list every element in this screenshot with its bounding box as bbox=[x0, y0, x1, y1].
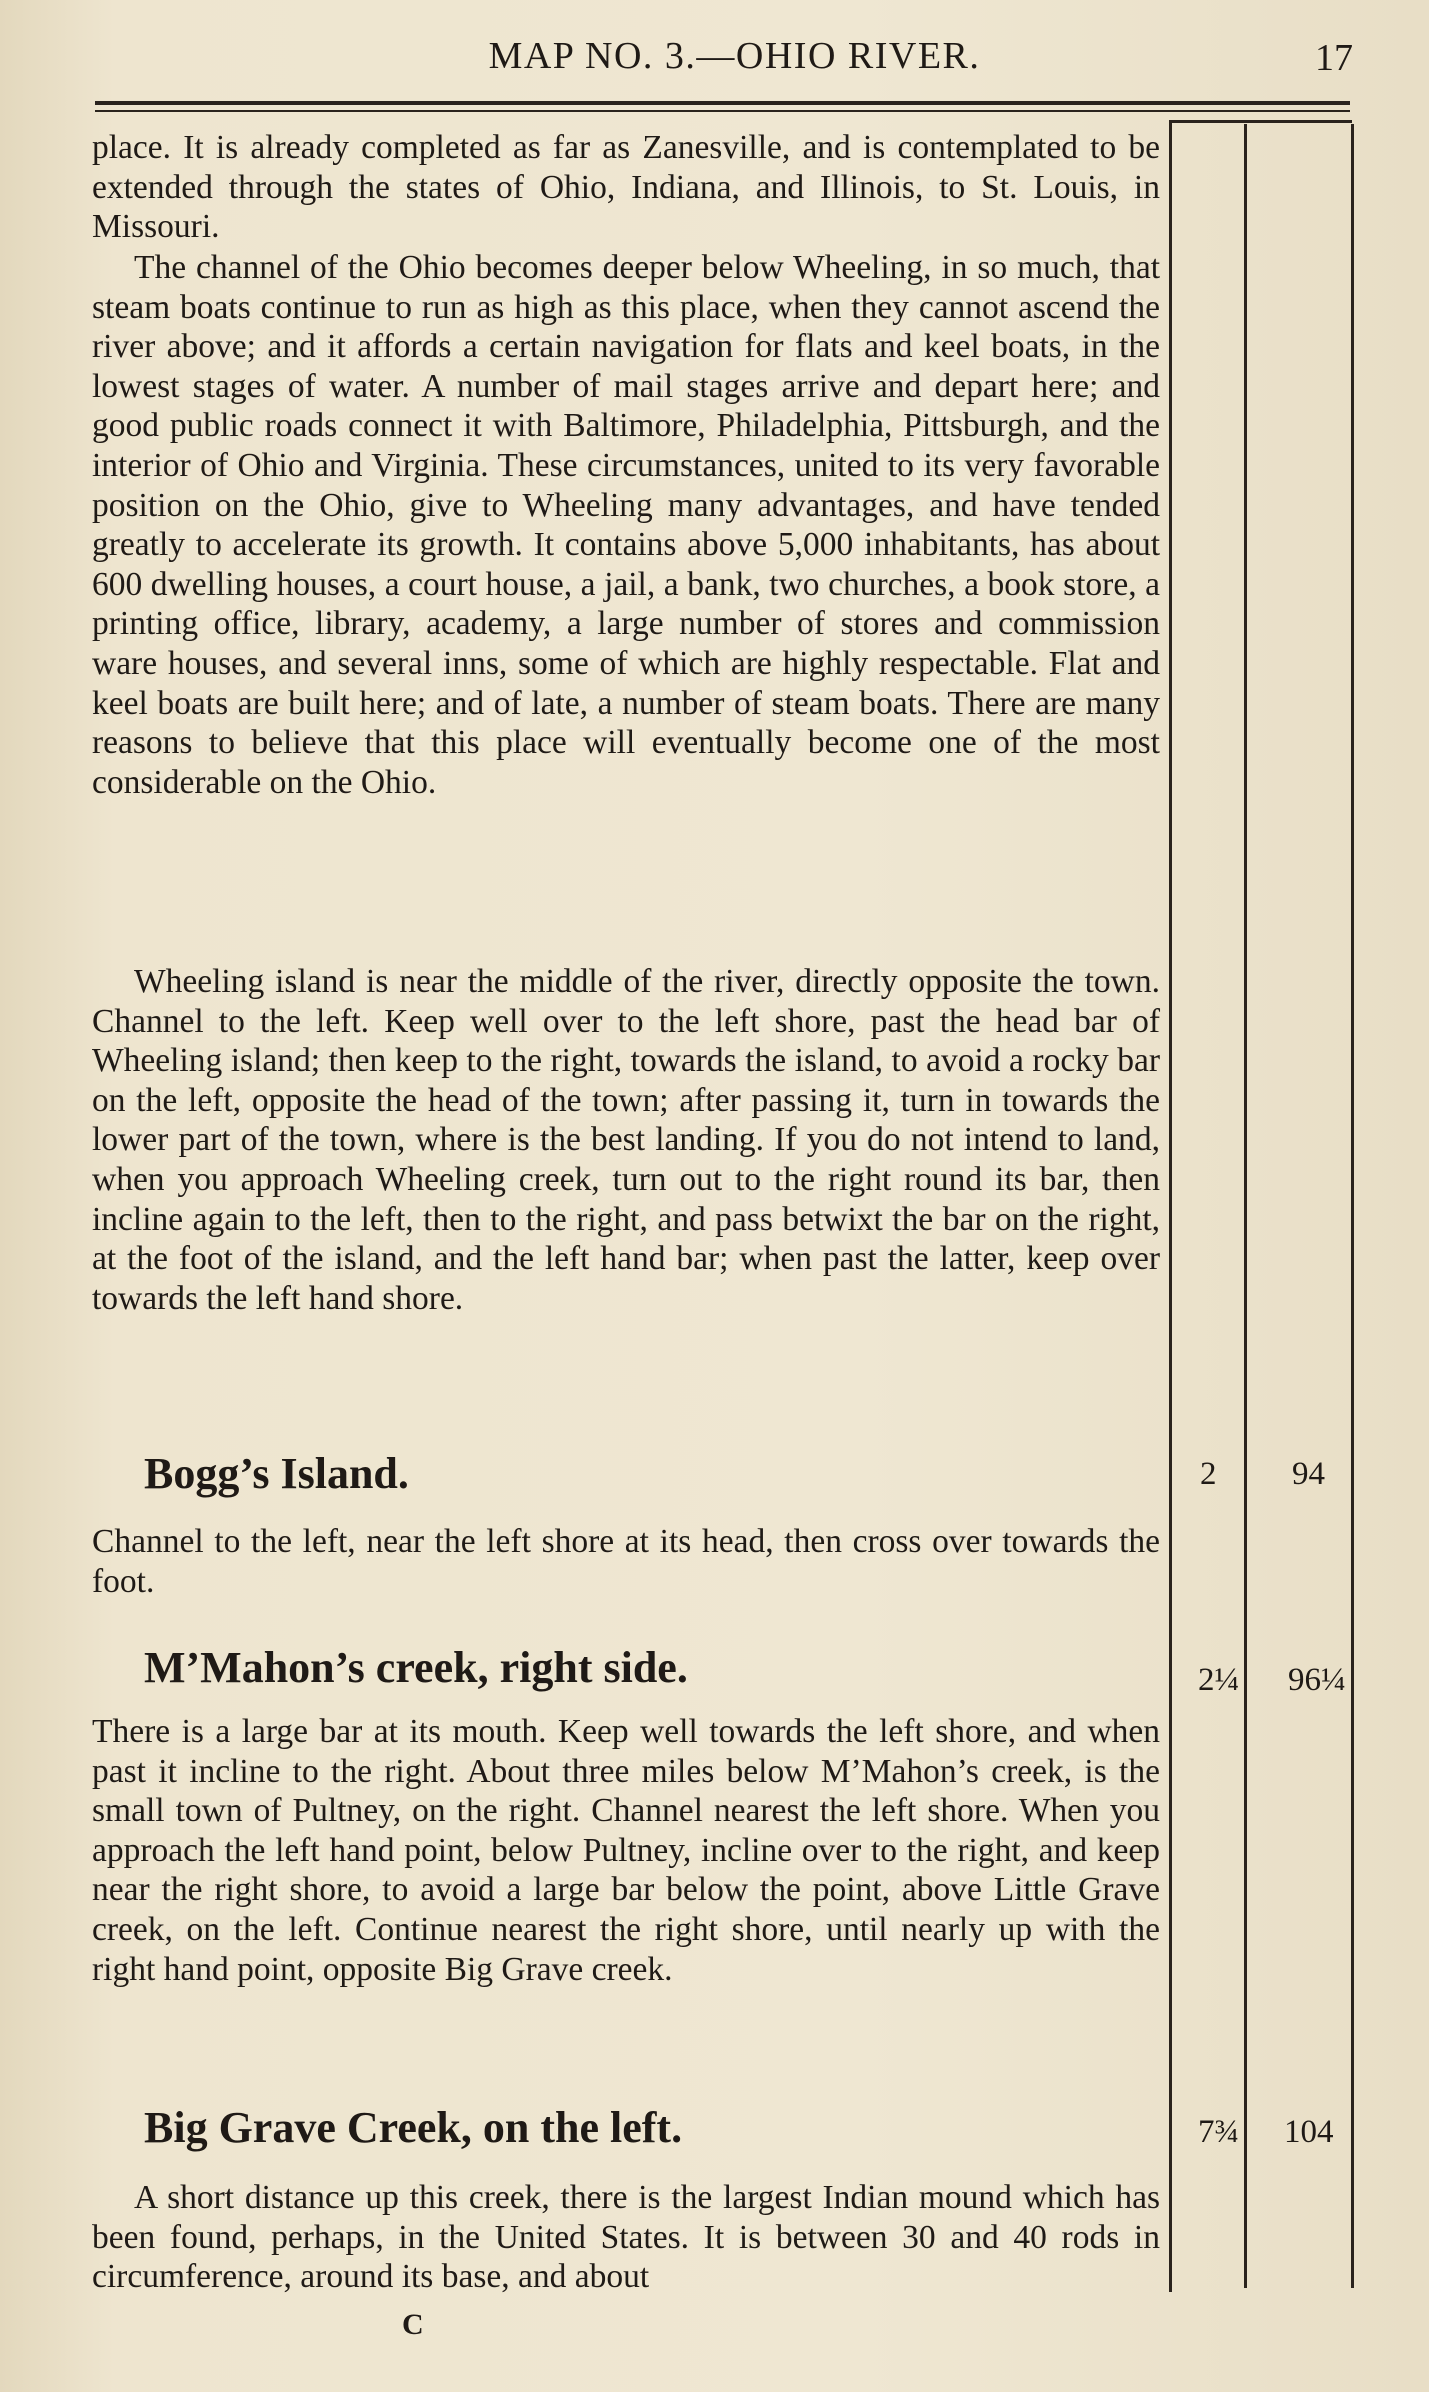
paragraph-wheeling-description bbox=[92, 248, 1160, 802]
entry-heading: Big Grave Creek, on the left. bbox=[144, 2103, 683, 2152]
table-top-rule bbox=[1172, 120, 1352, 123]
column-divider-distance bbox=[1244, 124, 1247, 2288]
running-head bbox=[0, 26, 1429, 86]
running-head-title: MAP NO. 3.—OHIO RIVER. bbox=[488, 35, 981, 77]
entry-distance: 7¾ bbox=[1198, 2114, 1240, 2150]
header-rule-thin bbox=[95, 110, 1350, 112]
column-divider-total bbox=[1351, 124, 1354, 2288]
paragraph-text: place. It is already completed as far as Zanesville, and is contemplated to be extended through the states of Ohio, Indiana, and Illinois, to St. Louis, in Missouri. bbox=[92, 129, 1160, 246]
header-rule-thick bbox=[95, 101, 1350, 105]
paragraph-boggs-island bbox=[92, 1522, 1160, 1601]
entry-big-grave-creek bbox=[92, 2098, 1160, 2158]
entry-boggs-island bbox=[92, 1444, 1160, 1504]
paragraph-text: The channel of the Ohio becomes deeper below Wheeling, in so much, that steam boats continue to run as high as this place, when they cannot ascend the river above; and it affords a certain navigation for flats and keel boats, in the lowest stages of water. A number of mail stages arrive and depart here; and good public roads connect it with Baltimore, Philadelphia, Pittsburgh, and the interior of Ohio and Virginia. These circumstances, united to its very favorable position on the Ohio, give to Wheeling many advantages, and have tended greatly to accelerate its growth. It contains above 5,000 inhabitants, has about 600 dwelling houses, a court house, a jail, a bank, two churches, a book store, a printing office, library, academy, a large number of stores and commission ware houses, and several inns, some of which are highly respectable. Flat and keel boats are built here; and of late, a number of steam boats. There are many reasons to believe that this place will eventually become one of the most considerable on the Ohio. bbox=[92, 249, 1160, 801]
paragraph-text: A short distance up this creek, there is the largest Indian mound which has been found, perhaps, in the United States. It is between 30 and 40 rods in circumference, around its base, and about bbox=[92, 2179, 1160, 2296]
paragraph-text: Wheeling island is near the middle of the river, directly opposite the town. Channel to the left. Keep well over to the left shore, past the head bar of Wheeling island; then keep to the right, towards the island, to avoid a rocky bar on the left, opposite the head of the town; after passing it, turn in towards the lower part of the town, where is the best landing. If you do not intend to land, when you approach Wheeling creek, turn out to the right round its bar, then incline again to the left, then to the right, and pass betwixt the bar on the right, at the foot of the island, and the left hand bar; when past the latter, keep over towards the left hand shore. bbox=[92, 963, 1160, 1317]
page-number: 17 bbox=[1315, 37, 1353, 79]
paragraph-wheeling-island bbox=[92, 962, 1160, 1318]
entry-total: 104 bbox=[1284, 2114, 1334, 2150]
entry-total: 94 bbox=[1292, 1456, 1325, 1492]
entry-distance: 2¼ bbox=[1198, 1662, 1240, 1698]
signature-mark: C bbox=[402, 2308, 424, 2341]
entry-heading: M’Mahon’s creek, right side. bbox=[144, 1643, 688, 1692]
entry-distance: 2 bbox=[1200, 1456, 1217, 1492]
column-divider-text bbox=[1169, 120, 1172, 2292]
entry-heading: Bogg’s Island. bbox=[144, 1449, 409, 1498]
entry-total: 96¼ bbox=[1288, 1662, 1346, 1698]
paragraph-mmahons-creek bbox=[92, 1712, 1160, 1989]
paragraph-text: There is a large bar at its mouth. Keep well towards the left shore, and when past it incline to the right. About three miles below M’Mahon’s creek, is the small town of Pultney, on the right. Channel nearest the left shore. When you approach the left hand point, below Pultney, incline over to the right, and keep near the right shore, to avoid a large bar below the point, above Little Grave creek, on the left. Continue nearest the right shore, until nearly up with the right hand point, opposite Big Grave creek. bbox=[92, 1713, 1160, 1988]
paragraph-indian-mound bbox=[92, 2178, 1160, 2297]
paragraph-text: Channel to the left, near the left shore at its head, then cross over towards the foot. bbox=[92, 1523, 1160, 1600]
entry-mmahons-creek bbox=[92, 1638, 1160, 1698]
paragraph-zanesville-road bbox=[92, 128, 1160, 247]
